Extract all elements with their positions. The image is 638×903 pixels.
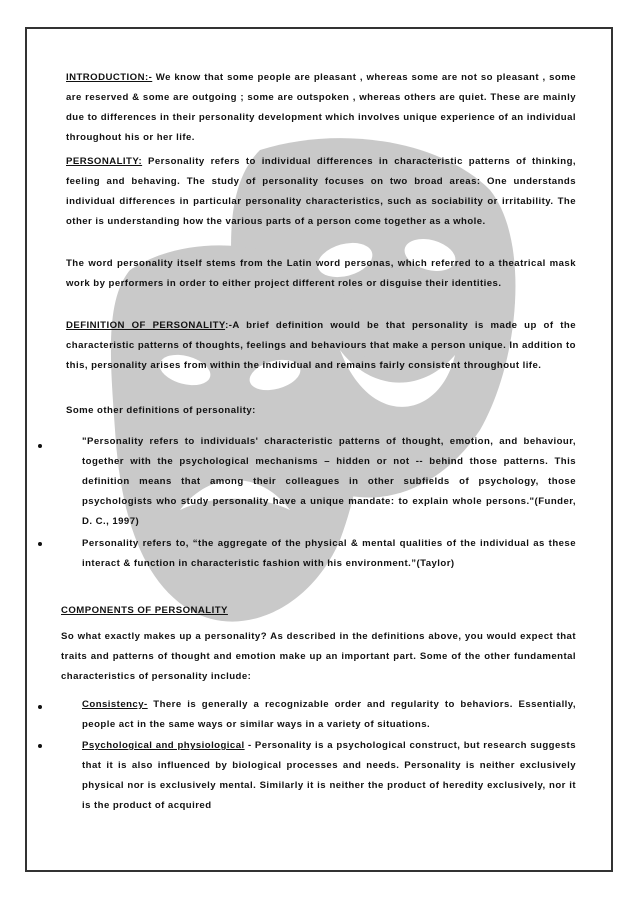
definition-bullet-2: Personality refers to, “the aggregate of the physical & mental qualities of the individual as these interact & function in characteristic fashion with his environment.”(Taylor)	[82, 538, 576, 569]
definition-text: :-A brief definition would be that personality is made up of the characteristic patterns of thoughts, feelings and behaviours that make a person unique. In addition to this, personality arises from within the individual and remains fairly consistent throughout life.	[66, 320, 576, 371]
component-bullet-psychological	[82, 736, 576, 816]
consistency-label: Consistency-	[82, 699, 148, 710]
bullet-dot	[38, 444, 42, 448]
intro-paragraph	[66, 68, 576, 148]
latin-paragraph: The word personality itself stems from the Latin word personas, which referred to a theatrical mask work by performers in order to either project different roles or disguise their identities.	[66, 258, 576, 289]
intro-text: We know that some people are pleasant , whereas some are not so pleasant , some are reserved & some are outgoing ; some are outspoken , whereas others are quiet. These are mainly due to differences in their personality development which involves unique experience of an individual throughout his or her life.	[66, 72, 576, 143]
psychological-label: Psychological and physiological	[82, 740, 245, 751]
bullet-dot	[38, 542, 42, 546]
consistency-text: There is generally a recognizable order and regularity to behaviors. Essentially, people act in the same ways or similar ways in a variety of situations.	[82, 699, 576, 730]
definition-paragraph	[66, 316, 576, 376]
component-bullet-consistency	[82, 695, 576, 735]
other-definitions-heading: Some other definitions of personality:	[66, 405, 256, 416]
psychological-text: - Personality is a psychological construct, but research suggests that it is also influenced by biological processes and needs. Personality is neither exclusively physical nor is exclusively mental. Similarly it is neither the product of heredity exclusively, nor it is the product of acquired	[82, 740, 576, 811]
components-heading: COMPONENTS OF PERSONALITY	[61, 605, 228, 616]
personality-text: Personality refers to individual differences in characteristic patterns of thinking, feeling and behaving. The study of personality focuses on two broad areas: One understands individual differences in particular personality characteristics, such as sociability or irritability. The other is understanding how the various parts of a person come together as a whole.	[66, 156, 576, 227]
bullet-dot	[38, 705, 42, 709]
bullet-dot	[38, 744, 42, 748]
definition-bullet-1: "Personality refers to individuals' characteristic patterns of thought, emotion, and behaviour, together with the psychological mechanisms – hidden or not -- behind those patterns. This definition means that among their colleagues in other subfields of psychology, those psychologists who study personality have a unique mandate: to explain whole persons."(Funder, D. C., 1997)	[82, 436, 576, 527]
components-intro-paragraph: So what exactly makes up a personality? As described in the definitions above, you would expect that traits and patterns of thought and emotion make up an important part. Some of the other fundamental characteristics of personality include:	[61, 631, 576, 682]
definition-label: DEFINITION OF PERSONALITY	[66, 320, 226, 331]
personality-label: PERSONALITY:	[66, 156, 143, 167]
intro-label: INTRODUCTION:-	[66, 72, 153, 83]
personality-paragraph	[66, 152, 576, 232]
